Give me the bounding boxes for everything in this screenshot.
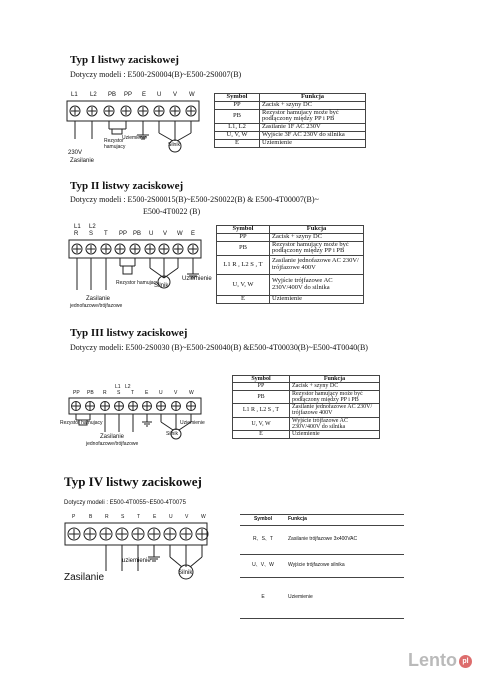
terminal-label: S	[117, 390, 121, 396]
terminal-label: E	[145, 390, 149, 396]
table-cell: U, V, W	[233, 417, 290, 431]
table-cell: Zacisk + szyny DC	[260, 101, 366, 109]
table-cell: R、S、T	[240, 526, 286, 555]
resistor-label: Rezystor hamujacy	[104, 138, 126, 150]
resistor-label: Rezystor hamujacy	[116, 280, 159, 286]
table-header: Funkcja	[260, 94, 366, 102]
terminal-label: L1	[115, 384, 121, 390]
terminal-label: P	[72, 514, 76, 520]
terminal-label: V	[185, 514, 189, 520]
watermark-badge: pl	[459, 655, 472, 668]
table-header: Symbol	[240, 515, 286, 526]
table-row	[217, 296, 364, 304]
voltage-label: 230V	[68, 150, 83, 156]
table-cell: Rezystor hamujący może być podłączony między PP i PB	[290, 390, 380, 404]
terminal-label: L1	[74, 224, 81, 230]
table-row	[217, 256, 364, 275]
section-1-models: Dotyczy modeli : E500-2S0004(B)~E500-2S0007(B)	[70, 70, 242, 79]
table-cell: PP	[215, 101, 260, 109]
table-row	[240, 555, 404, 578]
terminal-label: B	[89, 514, 93, 520]
table-header: Funkcja	[290, 376, 380, 383]
terminal-block-diagram	[66, 100, 206, 160]
terminal-label: T	[104, 231, 108, 237]
table-cell: PB	[215, 109, 260, 124]
table-cell: L1, L2	[215, 124, 260, 132]
table-cell: Zasilanie trójfazowe 3x400VAC	[286, 526, 404, 555]
terminal-label: W	[189, 390, 194, 396]
terminal-label: L2	[90, 92, 97, 98]
table-row	[233, 431, 380, 438]
table-cell: Rezystor hamujący może być podłączony między PP i PB	[270, 241, 364, 256]
terminal-label: PP	[73, 390, 80, 396]
terminal-label: V	[163, 231, 168, 237]
watermark-logo: Lento	[408, 650, 457, 670]
table-header: Funkcja	[286, 515, 404, 526]
table-row	[233, 390, 380, 404]
supply-sub-label: jednofazowe/trójfazowe	[70, 303, 123, 309]
terminal-label: PB	[87, 390, 94, 396]
table-row	[233, 417, 380, 431]
section-4-title: Typ IV listwy zaciskowej	[64, 474, 202, 489]
resistor-label: Rezystor hamujacy	[60, 420, 103, 426]
table-row	[240, 578, 404, 619]
ground-label: uziemienie	[122, 558, 151, 564]
table-cell: Zacisk + szyny DC	[290, 383, 380, 390]
supply-label: Zasilanie	[100, 434, 125, 440]
ground-label: Uziemienie	[180, 420, 205, 426]
table-header: Symbol	[217, 226, 270, 234]
table-cell: PB	[233, 390, 290, 404]
table-cell: L1 R , L2 S , T	[233, 404, 290, 418]
section-2-title: Typ II listwy zaciskowej	[70, 180, 184, 192]
terminal-label: L2	[89, 224, 96, 230]
terminal-label: E	[153, 514, 157, 520]
table-row	[217, 241, 364, 256]
terminal-label: L1	[71, 92, 78, 98]
table-cell: Wyjście trójfazowe silnika	[286, 555, 404, 578]
table-row	[233, 404, 380, 418]
table-cell: U, V, W	[215, 132, 260, 140]
function-table-3	[232, 375, 380, 439]
table-cell: Wyjście trójfazowe AC 230V/400V do silnika	[290, 417, 380, 431]
terminal-label: R	[103, 390, 107, 396]
table-cell: E	[215, 139, 260, 147]
table-cell: PP	[217, 233, 270, 241]
table-cell: Zasilanie jednofazowe AC 230V/ trójfazowe 400V	[270, 256, 364, 275]
terminal-label: PB	[108, 92, 117, 98]
terminal-label: E	[142, 92, 147, 98]
terminal-label: W	[177, 231, 183, 237]
function-table-1	[214, 93, 366, 148]
table-cell: Zasilanie 1F AC 230V	[260, 124, 366, 132]
table-cell: Uziemienie	[260, 139, 366, 147]
section-4-models: Dotyczy modeli : E500-4T0055~E500-4T0075	[64, 500, 186, 506]
ground-label: Uziemienie	[182, 276, 212, 282]
function-table-2	[216, 225, 364, 304]
terminal-label: S	[89, 231, 94, 237]
terminal-label: U	[149, 231, 154, 237]
supply-label: Zasilanie	[70, 158, 95, 164]
table-row	[240, 526, 404, 555]
terminal-label: S	[121, 514, 125, 520]
table-cell: Uziemienie	[270, 296, 364, 304]
terminal-label: R	[105, 514, 109, 520]
supply-sub-label: jednofazowe/trójfazowe	[86, 441, 139, 447]
table-row	[217, 275, 364, 296]
terminal-label: R	[74, 231, 79, 237]
table-cell: E	[233, 431, 290, 438]
table-cell: PB	[217, 241, 270, 256]
function-table-4	[240, 514, 404, 619]
table-cell: Uziemienie	[290, 431, 380, 438]
terminal-block-diagram	[68, 239, 208, 299]
table-cell: L1 R , L2 S , T	[217, 256, 270, 275]
terminal-label: L2	[125, 384, 131, 390]
table-header: Symbol	[233, 376, 290, 383]
table-row	[215, 101, 366, 109]
table-header: Symbol	[215, 94, 260, 102]
terminal-label: PP	[119, 231, 128, 237]
table-row	[215, 139, 366, 147]
terminal-label: E	[191, 231, 196, 237]
table-cell: Zacisk + szyny DC	[270, 233, 364, 241]
terminal-label: U	[159, 390, 163, 396]
terminal-label: V	[174, 390, 178, 396]
section-2-models-line1: Dotyczy modeli : E500-2S00015(B)~E500-2S0022(B) & E500-4T00007(B)~	[70, 195, 319, 204]
motor-label: Silnik	[178, 570, 193, 576]
table-cell: E	[217, 296, 270, 304]
table-cell: U, V, W	[217, 275, 270, 296]
table-cell: E	[240, 578, 286, 619]
table-cell: U、V、W	[240, 555, 286, 578]
table-cell: Rezystor hamujacy może być podłączony między PP i PB	[260, 109, 366, 124]
terminal-label: U	[157, 92, 162, 98]
terminal-label: PP	[124, 92, 133, 98]
section-3-title: Typ III listwy zaciskowej	[70, 327, 188, 339]
table-row	[233, 383, 380, 390]
terminal-label: W	[189, 92, 195, 98]
motor-label: Silnik	[168, 142, 180, 148]
terminal-label: T	[131, 390, 135, 396]
supply-label: Zasilanie	[86, 296, 111, 302]
motor-label: Silnik	[154, 283, 169, 289]
table-row	[217, 233, 364, 241]
table-cell: Wyjście trójfazowe AC 230V/400V do silnika	[270, 275, 364, 296]
table-cell: PP	[233, 383, 290, 390]
terminal-label: PB	[133, 231, 142, 237]
table-cell: Wyjście 3F AC 230V do silnika	[260, 132, 366, 140]
table-header: Fukcja	[270, 226, 364, 234]
terminal-label: T	[137, 514, 141, 520]
motor-label: Silnik	[166, 431, 178, 437]
table-cell: Zasilanie jednofazowe AC 230V/ trójfazowe 400V	[290, 404, 380, 418]
table-row	[215, 109, 366, 124]
terminal-label: W	[201, 514, 206, 520]
section-3-models: Dotyczy modeli: E500-2S0030 (B)~E500-2S0040(B) &E500-4T00030(B)~E500-4T0040(B)	[70, 343, 368, 352]
terminal-label: U	[169, 514, 173, 520]
section-1-title: Typ I listwy zaciskowej	[70, 54, 179, 66]
section-2-models-line2: E500-4T0022 (B)	[143, 207, 201, 216]
terminal-label: V	[173, 92, 178, 98]
table-cell: Uziemienie	[286, 578, 404, 619]
ground-label: Uziemienie	[122, 135, 147, 141]
supply-label: Zasilanie	[64, 572, 105, 583]
